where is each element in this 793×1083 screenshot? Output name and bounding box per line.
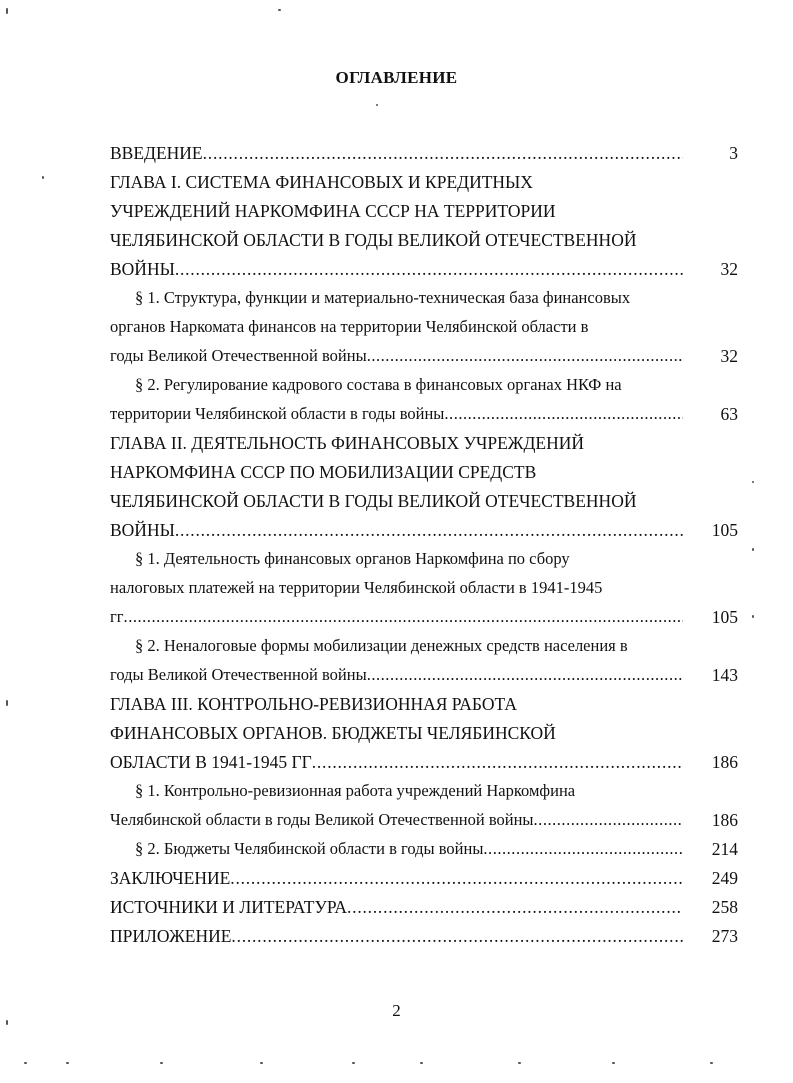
toc-section-line	[110, 345, 683, 367]
toc-section-line	[135, 374, 683, 396]
toc-entry-text: § 1. Деятельность финансовых органов Наркомфина по сбору	[135, 549, 570, 568]
scan-speck	[260, 1062, 263, 1064]
toc-entry-text: ЗАКЛЮЧЕНИЕ	[110, 868, 231, 888]
toc-section-line	[110, 809, 683, 831]
dot-leader	[367, 345, 683, 367]
toc-entry-text: территории Челябинской области в годы войны	[110, 404, 445, 423]
toc-entry-text: налоговых платежей на территории Челябинской области в 1941-1945	[110, 578, 603, 597]
toc-entry-text: ЧЕЛЯБИНСКОЙ ОБЛАСТИ В ГОДЫ ВЕЛИКОЙ ОТЕЧЕСТВЕННОЙ	[110, 491, 637, 511]
toc-chapter-line	[110, 258, 683, 280]
dot-leader	[483, 838, 683, 860]
dot-leader	[347, 896, 683, 918]
toc-section-line	[110, 606, 683, 628]
toc-page-number: 3	[729, 143, 738, 163]
dot-leader	[231, 925, 683, 947]
toc-chapter-line	[110, 142, 683, 164]
toc-entry-text: ЧЕЛЯБИНСКОЙ ОБЛАСТИ В ГОДЫ ВЕЛИКОЙ ОТЕЧЕСТВЕННОЙ	[110, 230, 637, 250]
scan-speck	[278, 9, 281, 11]
toc-section-line	[135, 287, 683, 309]
scan-speck	[160, 1062, 163, 1064]
toc-entry-text: ИСТОЧНИКИ И ЛИТЕРАТУРА	[110, 897, 348, 917]
toc-entry-text: НАРКОМФИНА СССР ПО МОБИЛИЗАЦИИ СРЕДСТВ	[110, 462, 537, 482]
toc-chapter-line	[110, 693, 683, 715]
toc-section-line	[110, 577, 683, 599]
toc-section-line	[110, 403, 683, 425]
scan-speck	[352, 1062, 355, 1064]
scan-speck	[420, 1062, 423, 1064]
scan-speck	[752, 615, 754, 618]
toc-entry-text: § 1. Контрольно-ревизионная работа учреждений Наркомфина	[135, 781, 576, 800]
toc-entry-text: Челябинской области в годы Великой Отечественной войны	[110, 810, 534, 829]
dot-leader	[312, 751, 683, 773]
toc-entry-text: ГЛАВА I. СИСТЕМА ФИНАНСОВЫХ И КРЕДИТНЫХ	[110, 172, 533, 192]
toc-entry-text: ОБЛАСТИ В 1941-1945 ГГ	[110, 752, 312, 772]
scan-speck	[6, 1020, 8, 1025]
toc-entry-text: годы Великой Отечественной войны	[110, 665, 367, 684]
toc-chapter-line	[110, 925, 683, 947]
toc-page-number: 214	[711, 839, 738, 859]
toc-section-line	[135, 780, 683, 802]
toc-entry-text: § 1. Структура, функции и материально-техническая база финансовых	[135, 288, 631, 307]
toc-chapter-line	[110, 490, 683, 512]
toc-page-number: 249	[711, 868, 738, 888]
toc-chapter-line	[110, 200, 683, 222]
toc-entry-text: § 2. Неналоговые формы мобилизации денежных средств населения в	[135, 636, 628, 655]
toc-section-line	[135, 548, 683, 570]
scan-speck	[752, 548, 754, 551]
toc-page-number: 32	[720, 259, 738, 279]
toc-entry-text: ГЛАВА II. ДЕЯТЕЛЬНОСТЬ ФИНАНСОВЫХ УЧРЕЖДЕНИЙ	[110, 433, 584, 453]
dot-leader	[175, 519, 683, 541]
dot-leader	[534, 809, 683, 831]
toc-page-number: 186	[711, 752, 738, 772]
toc-entry-text: ПРИЛОЖЕНИЕ	[110, 926, 232, 946]
dot-leader	[230, 867, 683, 889]
scan-speck	[518, 1062, 521, 1064]
toc-entry-text: годы Великой Отечественной войны	[110, 346, 367, 365]
scan-speck	[612, 1062, 615, 1064]
toc-chapter-line	[110, 229, 683, 251]
toc-section-line	[135, 838, 683, 860]
scan-speck	[42, 176, 44, 179]
toc-entry-text: § 2. Регулирование кадрового состава в финансовых органах НКФ на	[135, 375, 622, 394]
scan-speck	[24, 1062, 27, 1064]
toc-entry-text: УЧРЕЖДЕНИЙ НАРКОМФИНА СССР НА ТЕРРИТОРИИ	[110, 201, 556, 221]
scan-speck	[66, 1062, 69, 1064]
toc-entry-text: ГЛАВА III. КОНТРОЛЬНО-РЕВИЗИОННАЯ РАБОТА	[110, 694, 517, 714]
toc-entry-text: ВОЙНЫ	[110, 520, 175, 540]
toc-chapter-line	[110, 722, 683, 744]
toc-entry-text: ВВЕДЕНИЕ	[110, 143, 203, 163]
toc-chapter-line	[110, 519, 683, 541]
toc-chapter-line	[110, 751, 683, 773]
dot-leader	[367, 664, 683, 686]
toc-page-number: 63	[720, 404, 738, 424]
toc-page-number: 186	[711, 810, 738, 830]
toc-entry-text: ФИНАНСОВЫХ ОРГАНОВ. БЮДЖЕТЫ ЧЕЛЯБИНСКОЙ	[110, 723, 556, 743]
scan-speck	[6, 700, 8, 706]
toc-entry-text: § 2. Бюджеты Челябинской области в годы войны	[135, 839, 484, 858]
toc-chapter-line	[110, 432, 683, 454]
toc-page-number: 105	[711, 520, 738, 540]
toc-entry-text: гг	[110, 607, 124, 626]
page-number: 2	[392, 1001, 401, 1020]
toc-chapter-line	[110, 461, 683, 483]
toc-section-line	[110, 664, 683, 686]
toc-chapter-line	[110, 867, 683, 889]
toc-chapter-line	[110, 171, 683, 193]
toc-chapter-line	[110, 896, 683, 918]
toc-page-number: 105	[711, 607, 738, 627]
toc-page-number: 32	[720, 346, 738, 366]
toc-section-line	[110, 316, 683, 338]
toc-entry-text: ВОЙНЫ	[110, 259, 175, 279]
scan-speck	[710, 1062, 713, 1064]
toc-section-line	[135, 635, 683, 657]
toc-title: ОГЛАВЛЕНИЕ	[335, 68, 458, 87]
dot-leader	[203, 142, 683, 164]
scan-speck	[376, 104, 378, 106]
toc-page-number: 258	[711, 897, 738, 917]
scan-speck	[752, 481, 754, 483]
toc-page-number: 143	[711, 665, 738, 685]
dot-leader	[124, 606, 683, 628]
toc-entry-text: органов Наркомата финансов на территории Челябинской области в	[110, 317, 589, 336]
scan-speck	[6, 8, 8, 14]
dot-leader	[175, 258, 683, 280]
toc-page-number: 273	[711, 926, 738, 946]
dot-leader	[444, 403, 683, 425]
